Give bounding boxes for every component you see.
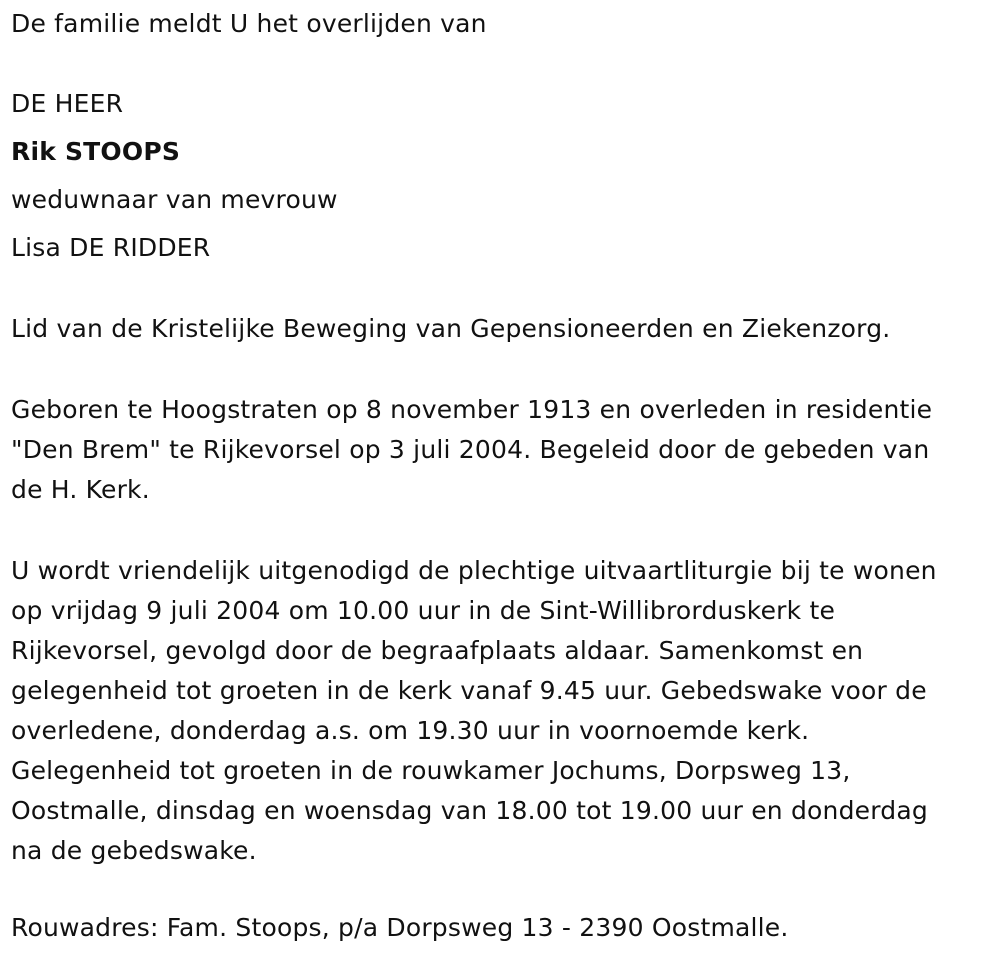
membership-text: Lid van de Kristelijke Beweging van Gepensioneerden en Ziekenzorg. xyxy=(11,314,891,343)
relation-text: weduwnaar van mevrouw xyxy=(11,185,338,214)
birth-death-paragraph xyxy=(11,390,996,510)
paragraph-line: de H. Kerk. xyxy=(11,475,150,504)
deceased-name: Rik STOOPS xyxy=(11,137,181,166)
mourning-address: Rouwadres: Fam. Stoops, p/a Dorpsweg 13 - 2390 Oostmalle. xyxy=(11,913,789,942)
intro-text: De familie meldt U het overlijden van xyxy=(11,9,487,38)
paragraph-line: Rijkevorsel, gevolgd door de begraafplaats aldaar. Samenkomst en xyxy=(11,636,864,665)
invitation-paragraph xyxy=(11,551,996,871)
paragraph-line: Geboren te Hoogstraten op 8 november 1913 en overleden in residentie xyxy=(11,395,933,424)
paragraph-line: Oostmalle, dinsdag en woensdag van 18.00 tot 19.00 uur en donderdag xyxy=(11,796,928,825)
paragraph-line: "Den Brem" te Rijkevorsel op 3 juli 2004. Begeleid door de gebeden van xyxy=(11,435,930,464)
paragraph-line: gelegenheid tot groeten in de kerk vanaf 9.45 uur. Gebedswake voor de xyxy=(11,676,927,705)
paragraph-line: na de gebedswake. xyxy=(11,836,257,865)
title-prefix: DE HEER xyxy=(11,89,124,118)
spouse-name: Lisa DE RIDDER xyxy=(11,233,211,262)
paragraph-line: U wordt vriendelijk uitgenodigd de plechtige uitvaartliturgie bij te wonen xyxy=(11,556,937,585)
paragraph-line: overledene, donderdag a.s. om 19.30 uur in voornoemde kerk. xyxy=(11,716,810,745)
paragraph-line: op vrijdag 9 juli 2004 om 10.00 uur in de Sint-Willibrorduskerk te xyxy=(11,596,836,625)
paragraph-line: Gelegenheid tot groeten in de rouwkamer Jochums, Dorpsweg 13, xyxy=(11,756,851,785)
